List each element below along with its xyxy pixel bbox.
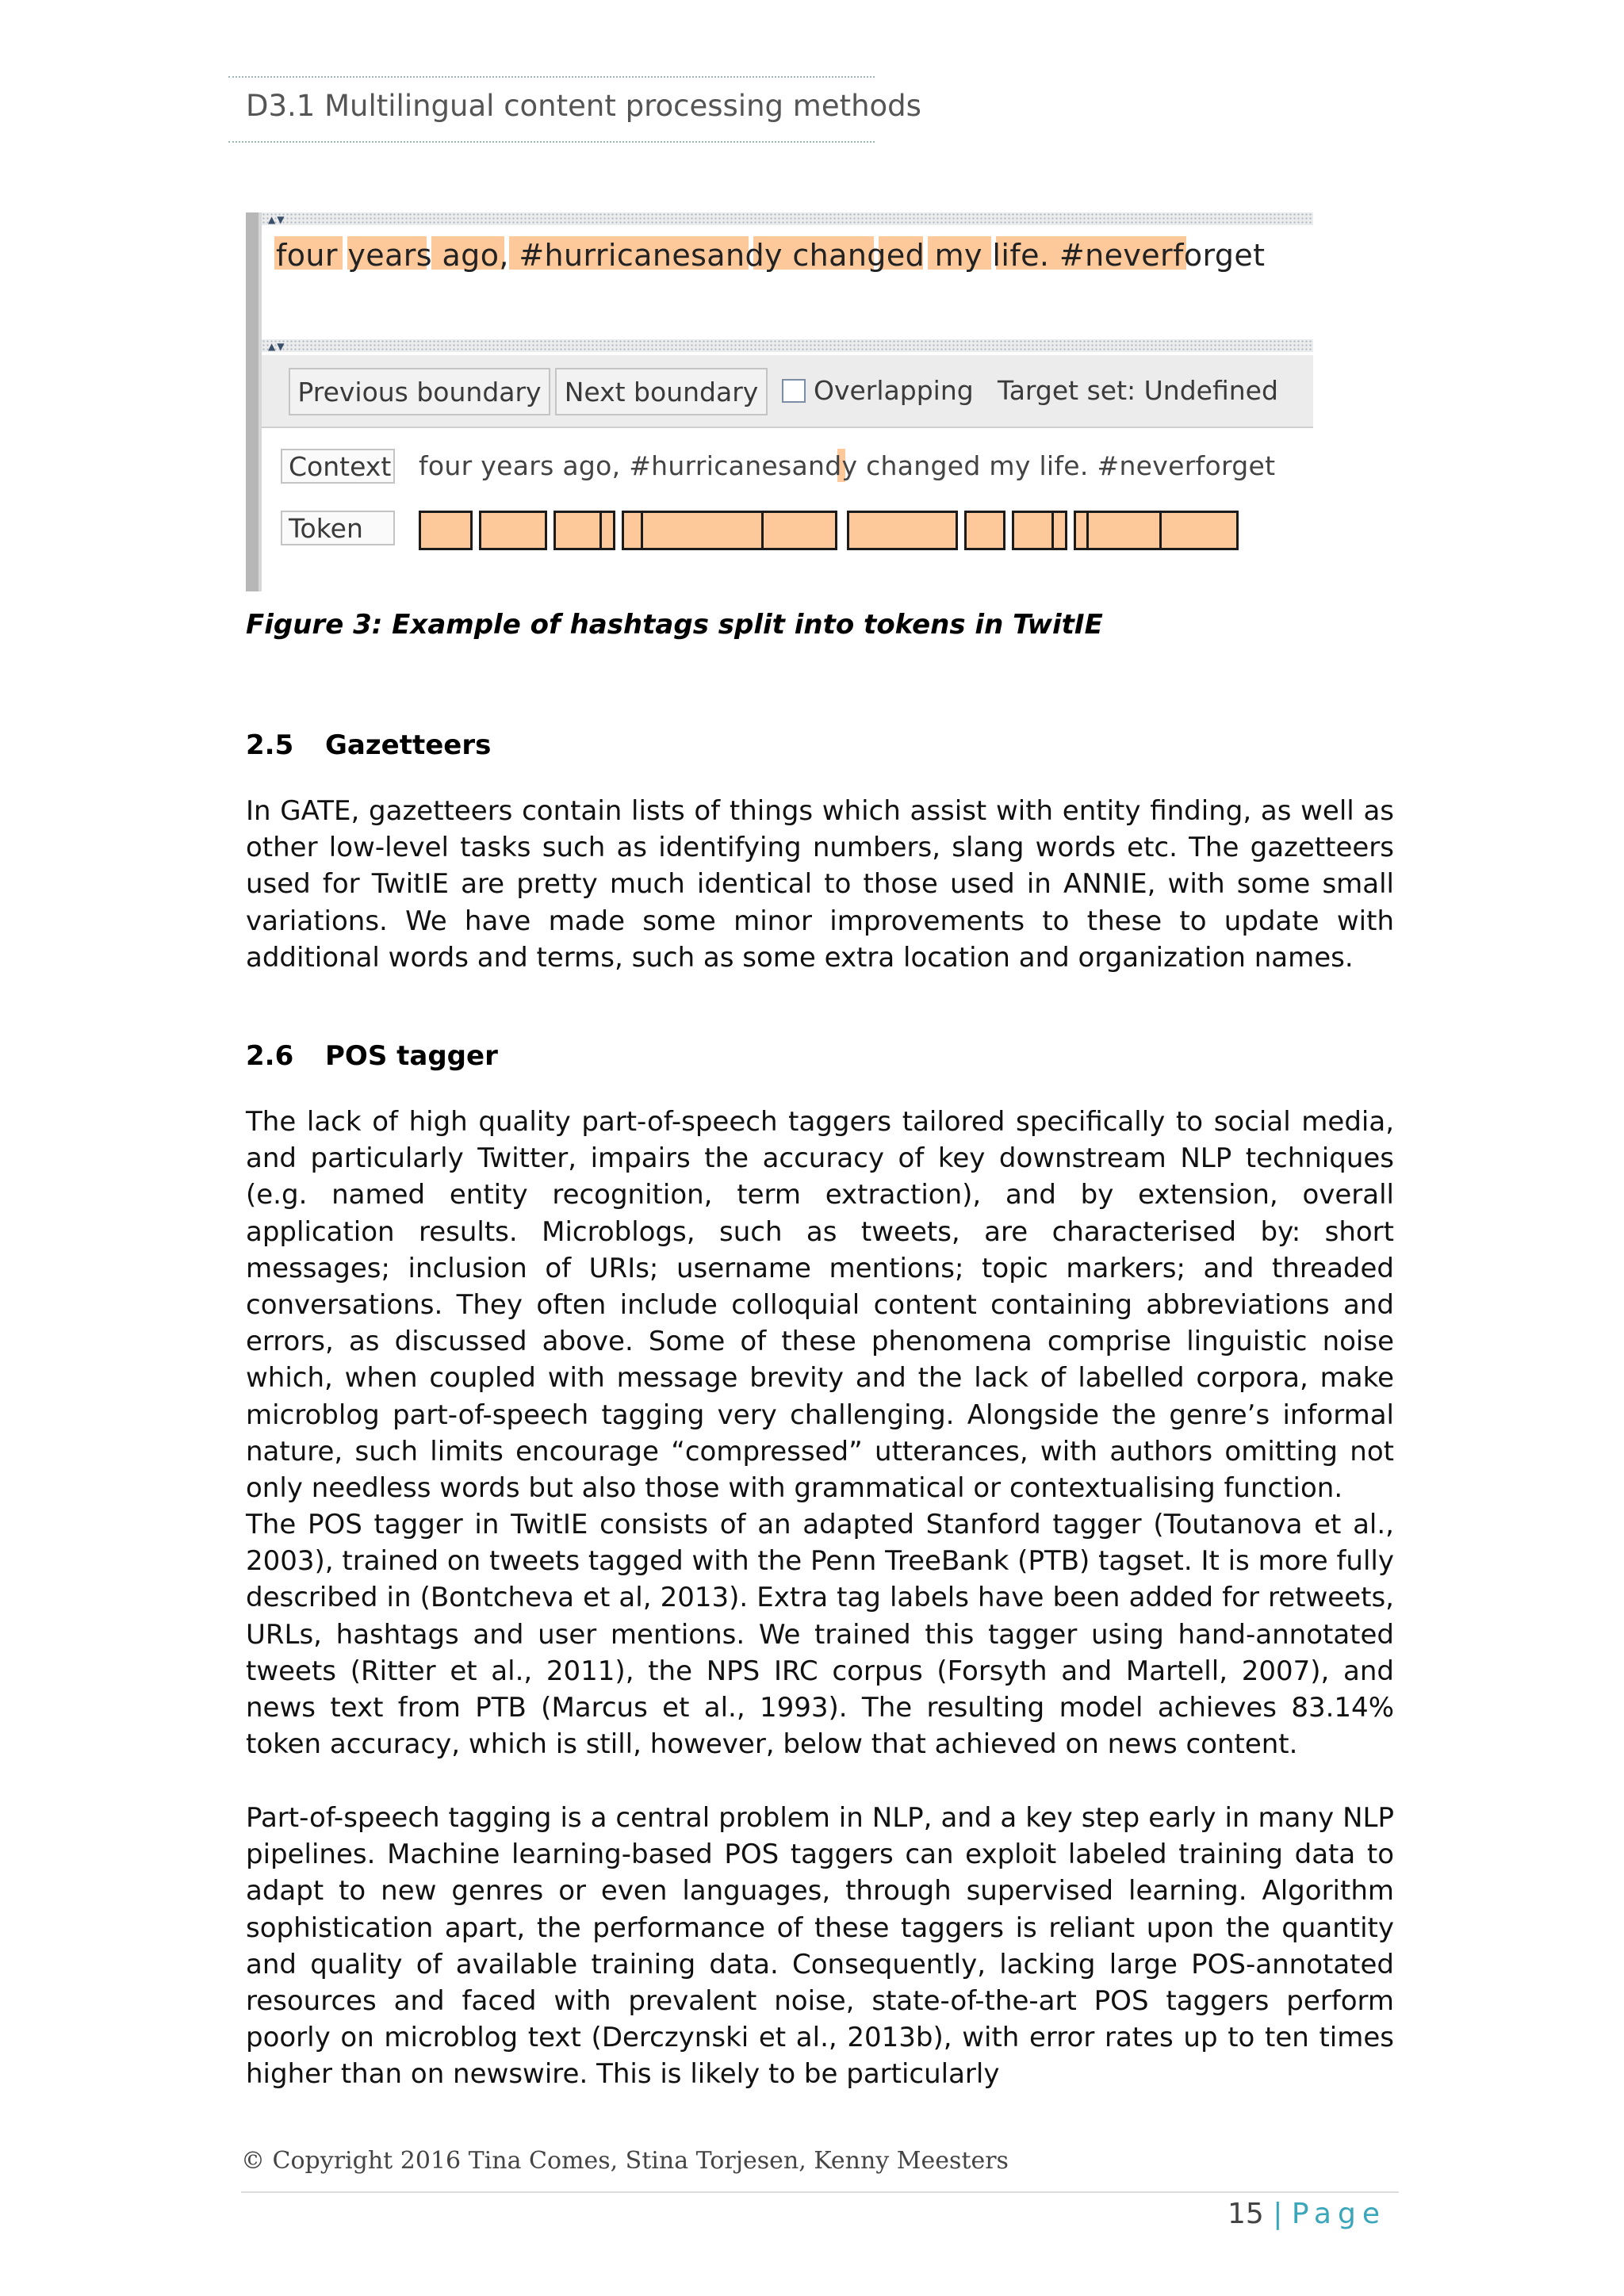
paragraph: The POS tagger in TwitIE consists of an adapted Stanford tagger (Toutanova et al., 2003), trained on tweets tagged with the Penn TreeBank (PTB) tagset. It is more fully described in (Bontcheva et al, 2013). Extra tag labels have been added for retweets, URLs, hashtags and user mentions. We trained this tagger using hand-annotated tweets (Ritter et al., 2011), the NPS IRC corpus (Forsyth and Martell, 2007), and news text from PTB (Marcus et al., 1993). The resulting model achieves 83.14% token accuracy, which is still, however, below that achieved on news content. <box>246 1509 1394 1761</box>
context-text: four years ago, #hurricanesandy changed my life. #neverforget <box>419 450 1276 481</box>
tweet-token: years <box>347 238 432 273</box>
target-set-label[interactable]: Target set: Undefined <box>998 375 1278 406</box>
figure-caption: Figure 3: Example of hashtags split into tokens in TwitIE <box>246 609 1103 641</box>
document-title: D3.1 Multilingual content processing methods <box>246 89 921 123</box>
splitter-arrows-icon[interactable]: ▲▼ <box>268 341 286 352</box>
section-heading-pos-tagger <box>246 1040 498 1072</box>
figure-screenshot <box>246 212 1313 591</box>
token-box[interactable] <box>964 511 1005 550</box>
token-box[interactable] <box>553 511 615 550</box>
tweet-token: #neverforget <box>1059 238 1266 273</box>
paragraph: In GATE, gazetteers contain lists of things which assist with entity finding, as well as other low-level tasks such as identifying numbers, slang words etc. The gazetteers used for TwitIE are pretty much identical to those used in ANNIE, with some small variations. We have made some minor improvements to these to update with additional words and terms, such as some extra location and organization names. <box>246 795 1394 974</box>
footer-copyright: © Copyright 2016 Tina Comes, Stina Torjesen, Kenny Meesters <box>241 2147 1009 2175</box>
tweet-token: changed <box>792 238 925 273</box>
page-number-value: 15 <box>1227 2198 1264 2230</box>
page-separator: | <box>1273 2198 1283 2230</box>
paragraph: The lack of high quality part-of-speech taggers tailored specifically to social media, and particularly Twitter, impairs the accuracy of key downstream NLP techniques (e.g. named entity recognition, term extraction), and by extension, overall application results. Microblogs, such as tweets, are characterised by: short messages; inclusion of URIs; username mentions; topic markers; and threaded conversations. They often include colloquial content containing abbreviations and errors, as discussed above. Some of these phenomena comprise linguistic noise which, when coupled with message brevity and the lack of labelled corpora, make microblog part-of-speech tagging very challenging. Alongside the genre’s informal nature, such limits encourage “compressed” utterances, with authors omitting not only needless words but also those with grammatical or contextualising function. <box>246 1106 1394 1505</box>
token-box[interactable] <box>847 511 958 550</box>
token-box[interactable] <box>419 511 473 550</box>
tweet-token: my <box>934 238 982 273</box>
section-title: Gazetteers <box>325 729 492 761</box>
header-bottom-rule <box>228 141 875 143</box>
top-splitter[interactable] <box>262 212 1313 225</box>
overlapping-checkbox[interactable] <box>782 379 806 403</box>
token-box[interactable] <box>479 511 547 550</box>
tweet-token: #hurricanesandy <box>519 238 783 273</box>
section-title: POS tagger <box>325 1040 498 1072</box>
tweet-token: ago, <box>442 238 509 273</box>
document-text-pane[interactable] <box>262 225 1313 344</box>
next-boundary-button[interactable]: Next boundary <box>555 368 768 415</box>
context-label: Context <box>281 449 395 484</box>
header-top-rule <box>228 76 875 78</box>
paragraph: Part-of-speech tagging is a central problem in NLP, and a key step early in many NLP pipelines. Machine learning-based POS taggers can exploit labeled training data to adapt to new genres or even languages, through supervised learning. Algorithm sophistication apart, the performance of these taggers is reliant upon the quantity and quality of available training data. Consequently, lacking large POS-annotated resources and faced with prevalent noise, state-of-the-art POS taggers perform poorly on microblog text (Derczynski et al., 2013b), with error rates up to ten times higher than on newswire. This is likely to be particularly <box>246 1802 1394 2091</box>
token-label: Token <box>281 511 395 545</box>
tweet-token: life. <box>992 238 1050 273</box>
overlapping-label[interactable]: Overlapping <box>814 375 974 406</box>
tweet-token: four <box>276 238 338 273</box>
tweet-text <box>276 238 1265 273</box>
splitter-arrows-icon[interactable]: ▲▼ <box>268 214 286 225</box>
footer-rule <box>241 2191 1399 2193</box>
token-box[interactable] <box>622 511 837 550</box>
page-word: Page <box>1291 2198 1386 2230</box>
section-number: 2.5 <box>246 729 294 761</box>
section-number: 2.6 <box>246 1040 294 1072</box>
page-number <box>1228 2198 1386 2230</box>
token-box[interactable] <box>1012 511 1067 550</box>
section-heading-gazetteers <box>246 729 491 761</box>
previous-boundary-button[interactable]: Previous boundary <box>289 368 550 415</box>
annotation-toolbar <box>262 355 1313 427</box>
token-box[interactable] <box>1074 511 1239 550</box>
middle-splitter[interactable] <box>262 339 1313 352</box>
